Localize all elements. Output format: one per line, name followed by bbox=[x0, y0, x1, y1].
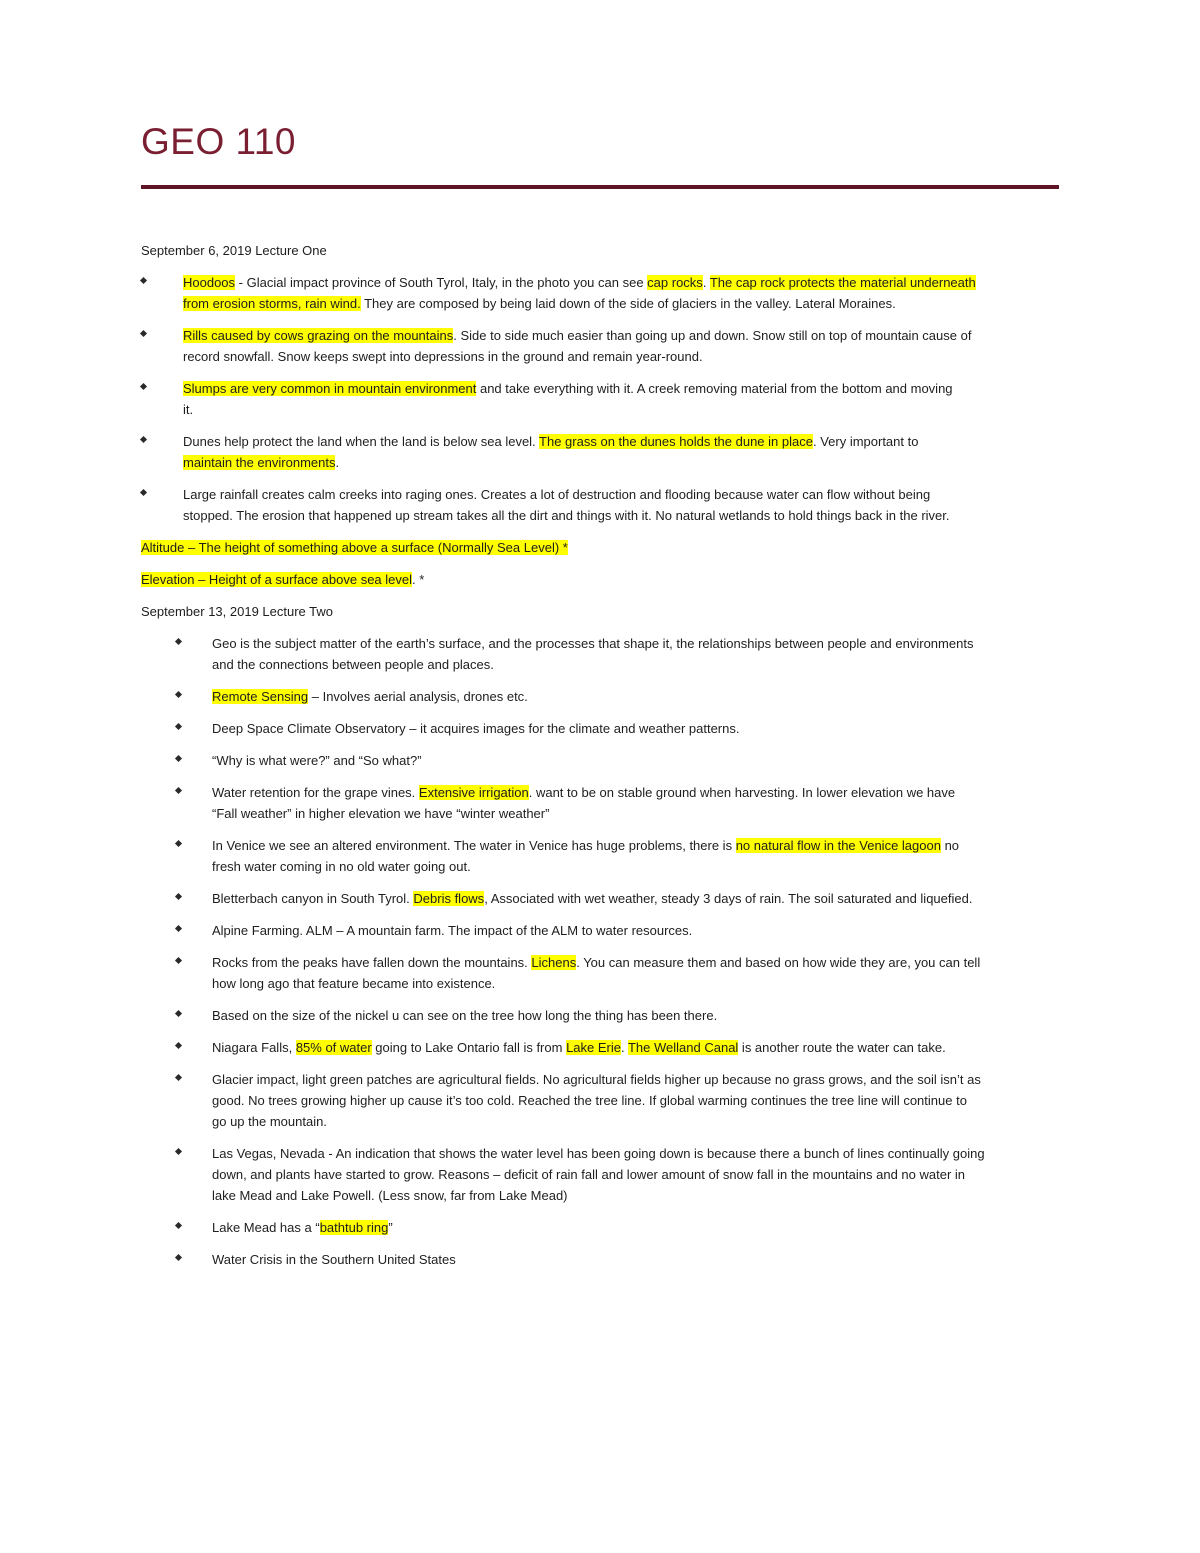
text-run: “Fall weather” in higher elevation we have “winter weather” bbox=[212, 806, 550, 821]
list-item-line bbox=[212, 1090, 1061, 1111]
highlighted-text: Remote Sensing bbox=[212, 689, 309, 704]
text-run: good. No trees growing higher up cause it’s too cold. Reached the tree line. If global warming continues the tree line will continue to bbox=[212, 1093, 967, 1108]
text-run: “Why is what were?” and “So what?” bbox=[212, 753, 422, 768]
highlighted-text: from erosion storms, rain wind. bbox=[183, 296, 361, 311]
text-run: Glacier impact, light green patches are agricultural fields. No agricultural fields higher up because no grass grows, and the soil isn’t as bbox=[212, 1072, 981, 1087]
highlighted-text: bathtub ring bbox=[319, 1220, 389, 1235]
lecture-one-bullet-list bbox=[141, 272, 1061, 526]
list-item-line bbox=[212, 803, 1061, 824]
text-run: Dunes help protect the land when the land is below sea level. bbox=[183, 434, 540, 449]
list-item-line bbox=[212, 1037, 1061, 1058]
diamond-bullet-icon bbox=[140, 436, 147, 443]
diamond-bullet-icon bbox=[140, 330, 147, 337]
text-run: is another route the water can take. bbox=[738, 1040, 946, 1055]
text-run: Large rainfall creates calm creeks into raging ones. Creates a lot of destruction and flooding because water can flow without being bbox=[183, 487, 931, 502]
highlighted-text: maintain the environments bbox=[183, 455, 336, 470]
diamond-bullet-icon bbox=[175, 1148, 182, 1155]
text-run: Water retention for the grape vines. bbox=[212, 785, 419, 800]
text-run: . * bbox=[412, 572, 425, 587]
list-item-line bbox=[183, 293, 1061, 314]
list-item-line bbox=[183, 272, 1061, 293]
list-item-line bbox=[212, 633, 1061, 654]
list-item bbox=[141, 782, 1061, 824]
text-run: Las Vegas, Nevada - An indication that shows the water level has been going down is because there a bunch of lines continually going bbox=[212, 1146, 985, 1161]
lecture-two-bullet-list bbox=[141, 633, 1061, 1270]
list-item-line bbox=[212, 718, 1061, 739]
definitions-block bbox=[141, 537, 1061, 590]
diamond-bullet-icon bbox=[175, 755, 182, 762]
list-item bbox=[141, 1143, 1061, 1206]
diamond-bullet-icon bbox=[175, 840, 182, 847]
text-run: . bbox=[620, 1040, 628, 1055]
list-item-line bbox=[212, 835, 1061, 856]
list-item-line bbox=[212, 888, 1061, 909]
diamond-bullet-icon bbox=[175, 1042, 182, 1049]
text-run: . bbox=[702, 275, 710, 290]
list-item-line bbox=[212, 1249, 1061, 1270]
text-run: lake Mead and Lake Powell. (Less snow, far from Lake Mead) bbox=[212, 1188, 568, 1203]
list-item-line bbox=[212, 1143, 1061, 1164]
text-run: , Associated with wet weather, steady 3 days of rain. The soil saturated and liquefied. bbox=[484, 891, 973, 906]
diamond-bullet-icon bbox=[140, 383, 147, 390]
diamond-bullet-icon bbox=[175, 1074, 182, 1081]
text-run: and the connections between people and places. bbox=[212, 657, 494, 672]
highlighted-text: Altitude – The height of something above a surface (Normally Sea Level) * bbox=[141, 540, 568, 555]
text-run: and take everything with it. A creek removing material from the bottom and moving bbox=[476, 381, 953, 396]
list-item bbox=[141, 686, 1061, 707]
definition-line bbox=[141, 537, 1061, 558]
list-item bbox=[141, 1249, 1061, 1270]
list-item bbox=[141, 431, 1061, 473]
highlighted-text: Extensive irrigation bbox=[418, 785, 529, 800]
list-item-line bbox=[183, 399, 1061, 420]
text-run: . bbox=[335, 455, 340, 470]
diamond-bullet-icon bbox=[175, 787, 182, 794]
highlighted-text: Lichens bbox=[531, 955, 577, 970]
text-run: fresh water coming in no old water going out. bbox=[212, 859, 471, 874]
document-body bbox=[141, 240, 1061, 1281]
highlighted-text: Lake Erie bbox=[566, 1040, 621, 1055]
highlighted-text: no natural flow in the Venice lagoon bbox=[735, 838, 941, 853]
highlighted-text: cap rocks bbox=[647, 275, 703, 290]
text-run: down, and plants have started to grow. Reasons – deficit of rain fall and lower amount of snow fall in the mountains and no water in bbox=[212, 1167, 965, 1182]
list-item bbox=[141, 750, 1061, 771]
text-run: Lake Mead has a “ bbox=[212, 1220, 320, 1235]
list-item bbox=[141, 1005, 1061, 1026]
text-run: . Very important to bbox=[812, 434, 919, 449]
text-run: Geo is the subject matter of the earth’s surface, and the processes that shape it, the relationships between people and environments bbox=[212, 636, 974, 651]
text-run: how long ago that feature became into existence. bbox=[212, 976, 496, 991]
list-item-line bbox=[212, 1111, 1061, 1132]
list-item-line bbox=[212, 1069, 1061, 1090]
text-run: Alpine Farming. ALM – A mountain farm. The impact of the ALM to water resources. bbox=[212, 923, 693, 938]
list-item-line bbox=[183, 484, 1061, 505]
highlighted-text: The grass on the dunes holds the dune in place bbox=[539, 434, 813, 449]
highlighted-text: Slumps are very common in mountain environment bbox=[183, 381, 477, 396]
text-run: it. bbox=[183, 402, 194, 417]
list-item-line bbox=[212, 1164, 1061, 1185]
highlighted-text: 85% of water bbox=[295, 1040, 372, 1055]
highlighted-text: Debris flows bbox=[413, 891, 485, 906]
diamond-bullet-icon bbox=[140, 277, 147, 284]
lecture-one-heading: September 6, 2019 Lecture One bbox=[141, 243, 327, 258]
diamond-bullet-icon bbox=[175, 1222, 182, 1229]
text-run: record snowfall. Snow keeps swept into depressions in the ground and remain year-round. bbox=[183, 349, 703, 364]
list-item-line bbox=[183, 431, 1061, 452]
highlighted-text: The Welland Canal bbox=[627, 1040, 739, 1055]
text-run: . Side to side much easier than going up and down. Snow still on top of mountain cause of bbox=[453, 328, 972, 343]
title-divider bbox=[141, 185, 1059, 189]
text-run: Bletterbach canyon in South Tyrol. bbox=[212, 891, 414, 906]
text-run: no bbox=[940, 838, 960, 853]
text-run: stopped. The erosion that happened up stream takes all the dirt and things with it. No natural wetlands to hold things back in the river. bbox=[183, 508, 950, 523]
diamond-bullet-icon bbox=[140, 489, 147, 496]
list-item bbox=[141, 952, 1061, 994]
list-item-line bbox=[183, 378, 1061, 399]
list-item-line bbox=[212, 920, 1061, 941]
text-run: Based on the size of the nickel u can see on the tree how long the thing has been there. bbox=[212, 1008, 718, 1023]
list-item bbox=[141, 835, 1061, 877]
highlighted-text: The cap rock protects the material underneath bbox=[709, 275, 976, 290]
list-item bbox=[141, 1217, 1061, 1238]
diamond-bullet-icon bbox=[175, 638, 182, 645]
diamond-bullet-icon bbox=[175, 1254, 182, 1261]
text-run: They are composed by being laid down of the side of glaciers in the valley. Lateral Moraines. bbox=[360, 296, 896, 311]
list-item bbox=[141, 633, 1061, 675]
definition-line bbox=[141, 569, 1061, 590]
text-run: In Venice we see an altered environment. The water in Venice has huge problems, there is bbox=[212, 838, 736, 853]
list-item bbox=[141, 920, 1061, 941]
list-item-line bbox=[212, 856, 1061, 877]
text-run: Water Crisis in the Southern United States bbox=[212, 1252, 456, 1267]
list-item-line bbox=[183, 452, 1061, 473]
list-item-line bbox=[212, 1005, 1061, 1026]
diamond-bullet-icon bbox=[175, 691, 182, 698]
highlighted-text: Rills caused by cows grazing on the mountains bbox=[183, 328, 454, 343]
diamond-bullet-icon bbox=[175, 925, 182, 932]
diamond-bullet-icon bbox=[175, 957, 182, 964]
document-title: GEO 110 bbox=[141, 121, 297, 162]
list-item-line bbox=[212, 654, 1061, 675]
diamond-bullet-icon bbox=[175, 893, 182, 900]
diamond-bullet-icon bbox=[175, 723, 182, 730]
list-item bbox=[141, 378, 1061, 420]
list-item bbox=[141, 1037, 1061, 1058]
list-item-line bbox=[183, 325, 1061, 346]
text-run: – Involves aerial analysis, drones etc. bbox=[308, 689, 528, 704]
diamond-bullet-icon bbox=[175, 1010, 182, 1017]
list-item bbox=[141, 888, 1061, 909]
list-item bbox=[141, 1069, 1061, 1132]
list-item-line bbox=[183, 505, 1061, 526]
list-item-line bbox=[212, 782, 1061, 803]
list-item-line bbox=[212, 750, 1061, 771]
text-run: go up the mountain. bbox=[212, 1114, 327, 1129]
text-run: . You can measure them and based on how wide they are, you can tell bbox=[576, 955, 981, 970]
list-item-line bbox=[212, 952, 1061, 973]
text-run: - Glacial impact province of South Tyrol, Italy, in the photo you can see bbox=[235, 275, 648, 290]
list-item-line bbox=[212, 686, 1061, 707]
highlighted-text: Elevation – Height of a surface above sea level bbox=[141, 572, 413, 587]
text-run: Niagara Falls, bbox=[212, 1040, 296, 1055]
list-item-line bbox=[212, 1217, 1061, 1238]
list-item-line bbox=[183, 346, 1061, 367]
text-run: ” bbox=[388, 1220, 393, 1235]
list-item bbox=[141, 484, 1061, 526]
text-run: Deep Space Climate Observatory – it acquires images for the climate and weather patterns. bbox=[212, 721, 740, 736]
list-item bbox=[141, 325, 1061, 367]
list-item-line bbox=[212, 1185, 1061, 1206]
highlighted-text: Hoodoos bbox=[183, 275, 236, 290]
list-item bbox=[141, 272, 1061, 314]
text-run: going to Lake Ontario fall is from bbox=[371, 1040, 567, 1055]
text-run: Rocks from the peaks have fallen down the mountains. bbox=[212, 955, 532, 970]
list-item bbox=[141, 718, 1061, 739]
list-item-line bbox=[212, 973, 1061, 994]
lecture-two-heading: September 13, 2019 Lecture Two bbox=[141, 604, 333, 619]
text-run: . want to be on stable ground when harvesting. In lower elevation we have bbox=[528, 785, 956, 800]
